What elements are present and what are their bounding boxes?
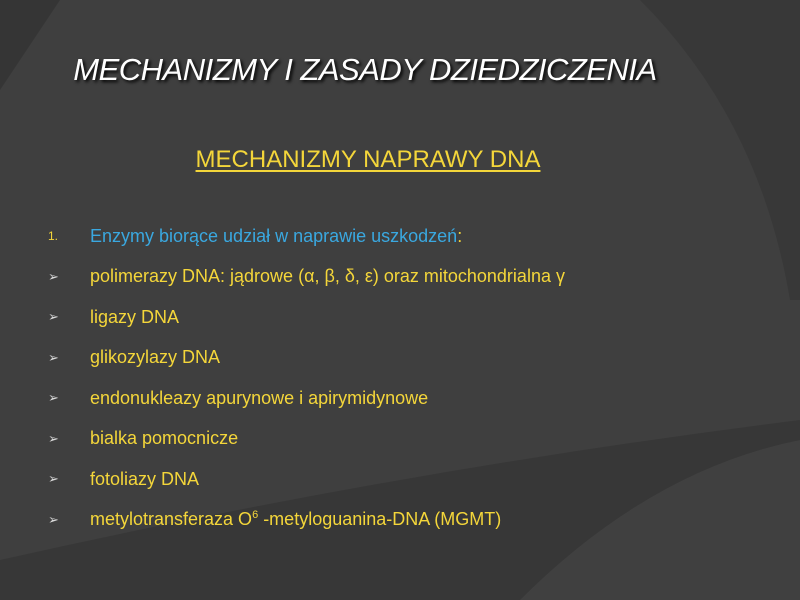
arrow-bullet-icon: ➢ (48, 390, 59, 406)
slide-subtitle: MECHANIZMY NAPRAWY DNA (195, 146, 541, 173)
list-item (48, 378, 768, 419)
list-item-text (90, 509, 501, 530)
last-bullet-after: -metyloguanina-DNA (MGMT) (258, 509, 502, 530)
numbered-item-text: Enzymy biorące udział w naprawie uszkodzeń (90, 225, 458, 246)
list-item (48, 459, 768, 500)
arrow-bullet-icon: ➢ (48, 268, 59, 284)
arrow-bullet-icon: ➢ (48, 430, 59, 446)
list-item-text: glikozylazy DNA (90, 347, 221, 368)
arrow-bullet-icon: ➢ (48, 471, 59, 487)
list-item-text: fotoliazy DNA (90, 468, 200, 489)
list-item-text: polimerazy DNA: jądrowe (α, β, δ, ε) oraz mitochondrialna γ (90, 266, 565, 287)
slide-title: MECHANIZMY I ZASADY DZIEDZICZENIA (73, 52, 657, 87)
content-list (48, 216, 768, 540)
list-item-text: ligazy DNA (90, 306, 180, 327)
arrow-bullet-icon: ➢ (48, 349, 59, 365)
list-number: 1. (48, 229, 59, 244)
arrow-bullet-icon: ➢ (48, 511, 59, 527)
last-bullet-before: metylotransferaza O (90, 509, 253, 530)
numbered-item-suffix: : (457, 225, 463, 246)
list-item (48, 500, 768, 541)
list-item (48, 419, 768, 460)
list-item (48, 297, 768, 338)
arrow-bullet-icon: ➢ (48, 309, 59, 325)
list-item (48, 257, 768, 298)
list-item-numbered (48, 216, 768, 257)
list-item-text: endonukleazy apurynowe i apirymidynowe (90, 387, 429, 408)
list-item-text (90, 226, 462, 247)
list-item-text: bialka pomocnicze (90, 428, 239, 449)
list-item (48, 338, 768, 379)
superscript-6: 6 (252, 509, 259, 522)
